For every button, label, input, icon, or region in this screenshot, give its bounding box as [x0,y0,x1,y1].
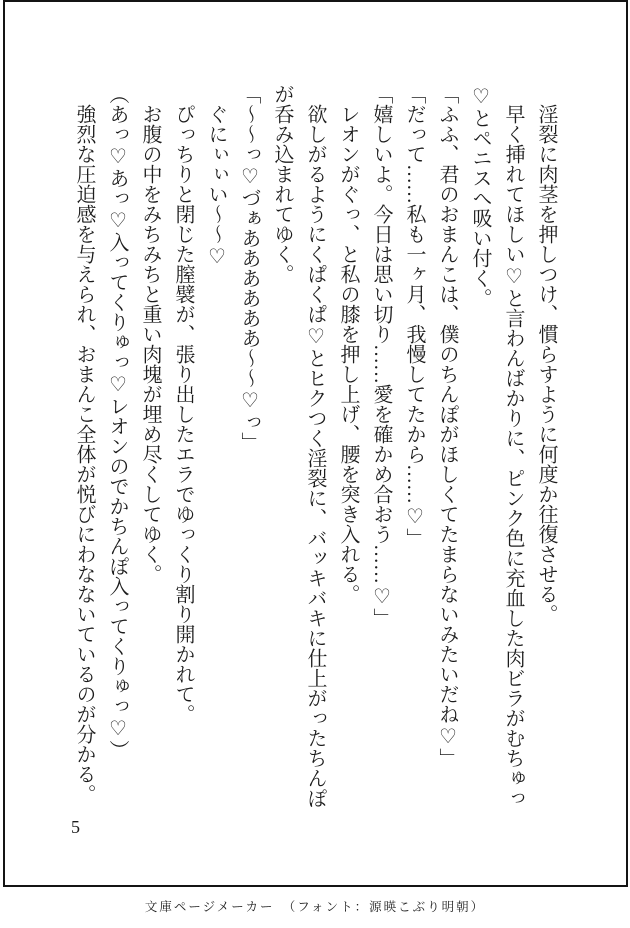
text-line: レオンがぐっ、と私の膝を押し上げ、腰を突き入れる。 [337,84,359,604]
text-line: ぐにぃぃい～～♡ [205,84,227,268]
footer-credit: 文庫ページメーカー （フォント：源暎こぶり明朝） [144,900,486,914]
vertical-text-block [67,84,562,864]
text-line: 早く挿れてほしい♡と言わんばかりに、ピンク色に充血した肉ビラがむちゅっ [502,84,524,808]
text-line: 欲しがるようにくぱくぱ♡とヒクつく淫裂に、バッキバキに仕上がったちんぽ [304,84,326,808]
text-line: ♡とペニスへ吸い付く。 [469,84,491,308]
text-line: 強烈な圧迫感を与えられ、おまんこ全体が悦びにわなないているのが分かる。 [73,84,95,804]
text-line: 「だって……私も一ヶ月、我慢してたから……♡」 [403,84,425,548]
text-line: （あっ♡あっ♡入ってくりゅっ♡レオンのでかちんぽ入ってくりゅっ♡） [106,84,128,760]
text-line: 「嬉しいよ。今日は思い切り……愛を確かめ合おう……♡」 [370,84,392,628]
text-line: 「ふふ、君のおまんこは、僕のちんぽがほしくてたまらないみたいだね♡」 [436,84,458,768]
text-line: お腹の中をみちみちと重い肉塊が埋め尽くしてゆく。 [139,84,161,584]
text-line: が呑み込まれてゆく。 [271,84,293,284]
text-line: ぴっちりと閉じた膣襞が、張り出したエラでゆっくり割り開かれて。 [172,84,194,724]
text-line: 「～～っ♡づぁああああああ～～♡っ」 [238,84,260,452]
text-line: 淫裂に肉茎を押しつけ、慣らすように何度か往復させる。 [535,84,557,624]
page-number: 5 [71,817,80,837]
